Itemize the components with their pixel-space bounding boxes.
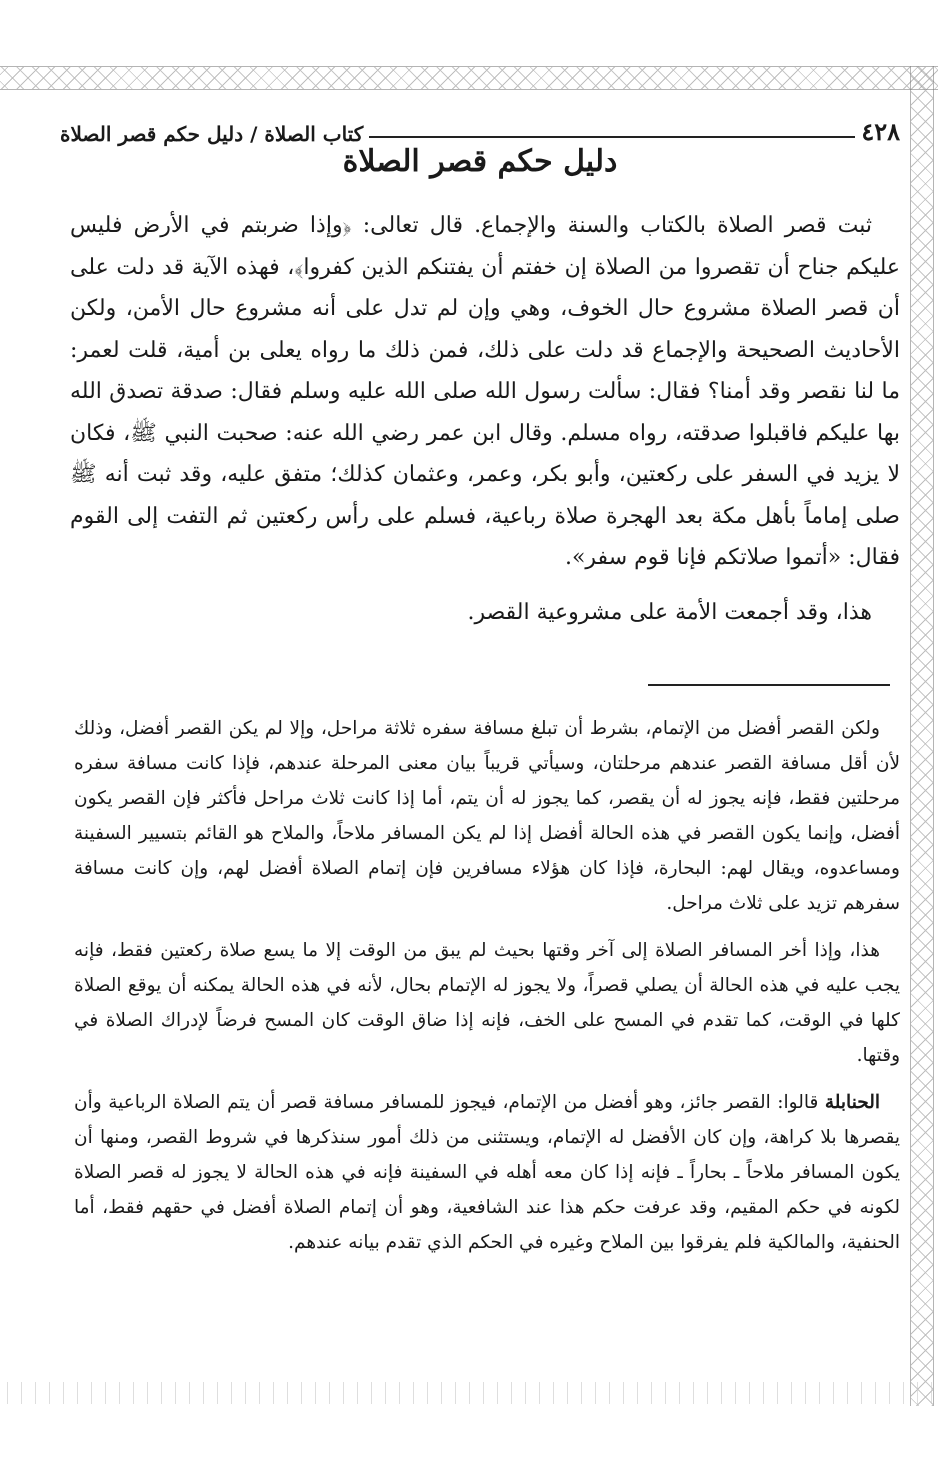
decorative-border-bottom bbox=[0, 1382, 938, 1404]
page-header bbox=[60, 112, 900, 146]
madhhab-term: الحنابلة bbox=[824, 1092, 880, 1113]
footnotes bbox=[74, 711, 900, 1260]
footnote-paragraph: ولكن القصر أفضل من الإتمام، بشرط أن تبلغ مسافة سفره ثلاثة مراحل، وإلا لم يكن القصر أفضل، وذلك لأن أقل مسافة القصر عندهم مرحلتان، وسيأتي قريباً بيان معنى المرحلة عندهم، فإذا كانت مسافة سفره مرحلتين فقط، فإنه يجوز له أن يقصر، كما يجوز له أن يتم، أما إذا كانت ثلاث مراحل فأكثر فإن القصر يكون أفضل، وإنما يكون القصر في هذه الحالة أفضل إذا لم يكن المسافر ملاحاً، والملاح هو القائم بتسيير السفينة ومساعدوه، ويقال لهم: البحارة، فإذا كان هؤلاء مسافرين فإن إتمام الصلاة أفضل لهم، وإن كانت مسافة سفرهم تزيد على ثلاث مراحل. bbox=[74, 718, 900, 914]
footnote-text: قالوا: القصر جائز، وهو أفضل من الإتمام، فيجوز للمسافر مسافة قصر أن يتم الصلاة الرباعية وأن يقصرها بلا كراهة، وإن كان الأفضل له الإتمام، ويستثنى من ذلك أمور سنذكرها في شروط القصر، ومنها أن يكون المسافر ملاحاً ـ بحاراً ـ فإنه إذا كان معه أهله في السفينة فإنه في هذه الحالة لا يجوز له قصر الصلاة لكونه في حكم المقيم، وقد عرفت حكم هذا عند الشافعية، وهو أن إتمام الصلاة أفضل في حقهم فقط، أما الحنفية، والمالكية فلم يفرقوا بين الملاح وغيره في الحكم الذي تقدم بيانه عندهم. bbox=[74, 1092, 900, 1253]
main-paragraph: هذا، وقد أجمعت الأمة على مشروعية القصر. bbox=[467, 599, 872, 625]
running-title: كتاب الصلاة / دليل حكم قصر الصلاة bbox=[60, 122, 364, 146]
section-title: دليل حكم قصر الصلاة bbox=[342, 144, 618, 179]
footnote-paragraph bbox=[74, 1085, 900, 1260]
decorative-border-right bbox=[910, 66, 934, 1406]
footnote-separator bbox=[648, 684, 890, 686]
header-rule bbox=[369, 136, 855, 138]
footnote-paragraph: هذا، وإذا أخر المسافر الصلاة إلى آخر وقتها بحيث لم يبق من الوقت إلا ما يسع صلاة ركعتين فقط، فإنه يجب عليه في هذه الحالة أن يصلي قصراً، ولا يجوز له الإتمام بحال، لأنه في هذه الحالة يمكنه أن يوقع الصلاة كلها في الوقت، كما تقدم في المسح على الخف، فإنه إذا ضاق الوقت كان المسح فرضاً لإدراك الصلاة في وقتها. bbox=[74, 940, 900, 1066]
main-text bbox=[70, 205, 900, 633]
decorative-border-top bbox=[0, 66, 938, 90]
main-paragraph: ثبت قصر الصلاة بالكتاب والسنة والإجماع. قال تعالى: ﴿وإذا ضربتم في الأرض فليس عليكم جناح أن تقصروا من الصلاة إن خفتم أن يفتنكم الذين كفروا﴾، فهذه الآية قد دلت على أن قصر الصلاة مشروع حال الخوف، وهي وإن لم تدل على أنه مشروع حال الأمن، ولكن الأحاديث الصحيحة والإجماع قد دلت على ذلك، فمن ذلك ما رواه يعلى بن أمية، قلت لعمر: ما لنا نقصر وقد أمنا؟ فقال: سألت رسول الله صلى الله عليه وسلم فقال: صدقة تصدق الله بها عليكم فاقبلوا صدقته، رواه مسلم. وقال ابن عمر رضي الله عنه: صحبت النبي ﷺ، فكان لا يزيد في السفر على ركعتين، وأبو بكر، وعمر، وعثمان كذلك؛ متفق عليه، وقد ثبت أنه ﷺ صلى إماماً بأهل مكة بعد الهجرة صلاة رباعية، فسلم على رأس ركعتين ثم التفت إلى القوم فقال: «أتموا صلاتكم فإنا قوم سفر». bbox=[70, 213, 900, 570]
page-number: ٤٢٨ bbox=[861, 117, 900, 146]
